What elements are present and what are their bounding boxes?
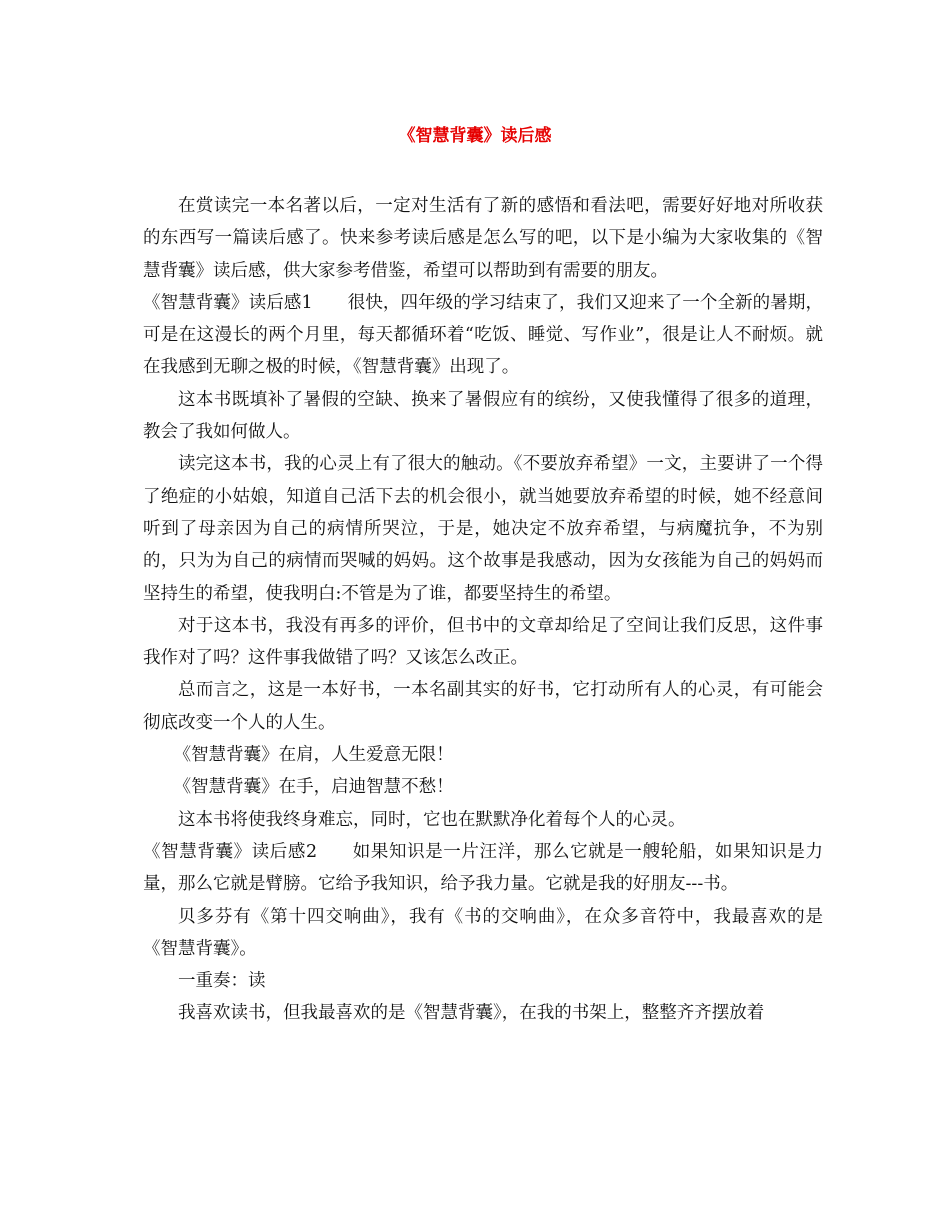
essay2-opening: 如果知识是一片汪洋，那么它就是一艘轮船，如果知识是力量，那么它就是臂膀。它给予我知识，给予我力量。它就是我的好朋友---书。 xyxy=(143,841,824,895)
essay1-slogan-2: 《智慧背囊》在手，启迪智慧不愁！ xyxy=(173,777,454,798)
essay1-paragraph-5: 这本书将使我终身难忘，同时，它也在默默净化着每个人的心灵。 xyxy=(178,809,686,830)
essay1-first-paragraph xyxy=(143,287,823,384)
essay2-heading: 《智慧背囊》读后感2 xyxy=(143,841,318,862)
intro-paragraph: 在赏读完一本名著以后，一定对生活有了新的感悟和看法吧，需要好好地对所收获的东西写一篇读后感了。快来参考读后感是怎么写的吧，以下是小编为大家收集的《智慧背囊》读后感，供大家参考借鉴，希望可以帮助到有需要的朋友。 xyxy=(143,196,823,281)
essay1-opening: 很快，四年级的学习结束了，我们又迎来了一个全新的暑期，可是在这漫长的两个月里，每天都循环着“吃饭、睡觉、写作业”，很是让人不耐烦。就在我感到无聊之极的时候，《智慧背囊》出现了。 xyxy=(143,292,824,378)
essay1-paragraph-1: 这本书既填补了暑假的空缺、换来了暑假应有的缤纷，又使我懂得了很多的道理，教会了我如何做人。 xyxy=(143,389,823,443)
essay1-heading: 《智慧背囊》读后感1 xyxy=(143,292,313,313)
essay2-paragraph-2: 我喜欢读书，但我最喜欢的是《智慧背囊》，在我的书架上，整整齐齐摆放着 xyxy=(178,1003,765,1024)
document-body xyxy=(143,190,823,1030)
essay2-section-heading: 一重奏：读 xyxy=(178,971,266,992)
essay1-paragraph-4: 总而言之，这是一本好书，一本名副其实的好书，它打动所有人的心灵，有可能会彻底改变一个人的人生。 xyxy=(143,680,823,733)
document-title: 《智慧背囊》读后感 xyxy=(398,126,552,146)
essay2-first-paragraph xyxy=(143,836,823,901)
essay1-paragraph-3: 对于这本书，我没有再多的评价，但书中的文章却给足了空间让我们反思，这件事我作对了吗？这件事我做错了吗？又该怎么改正。 xyxy=(143,615,823,669)
essay2-paragraph-1: 贝多芬有《第十四交响曲》，我有《书的交响曲》，在众多音符中，我最喜欢的是《智慧背囊》。 xyxy=(143,906,823,959)
essay1-paragraph-2: 读完这本书，我的心灵上有了很大的触动。《不要放弃希望》一文，主要讲了一个得了绝症的小姑娘，知道自己活下去的机会很小，就当她要放弃希望的时候，她不经意间听到了母亲因为自己的病情所哭泣，于是，她决定不放弃希望，与病魔抗争，不为别的，只为为自己的病情而哭喊的妈妈。这个故事是我感动，因为女孩能为自己的妈妈而坚持生的希望，使我明白:不管是为了谁，都要坚持生的希望。 xyxy=(143,454,823,604)
essay1-slogan-1: 《智慧背囊》在肩，人生爱意无限！ xyxy=(173,745,454,766)
